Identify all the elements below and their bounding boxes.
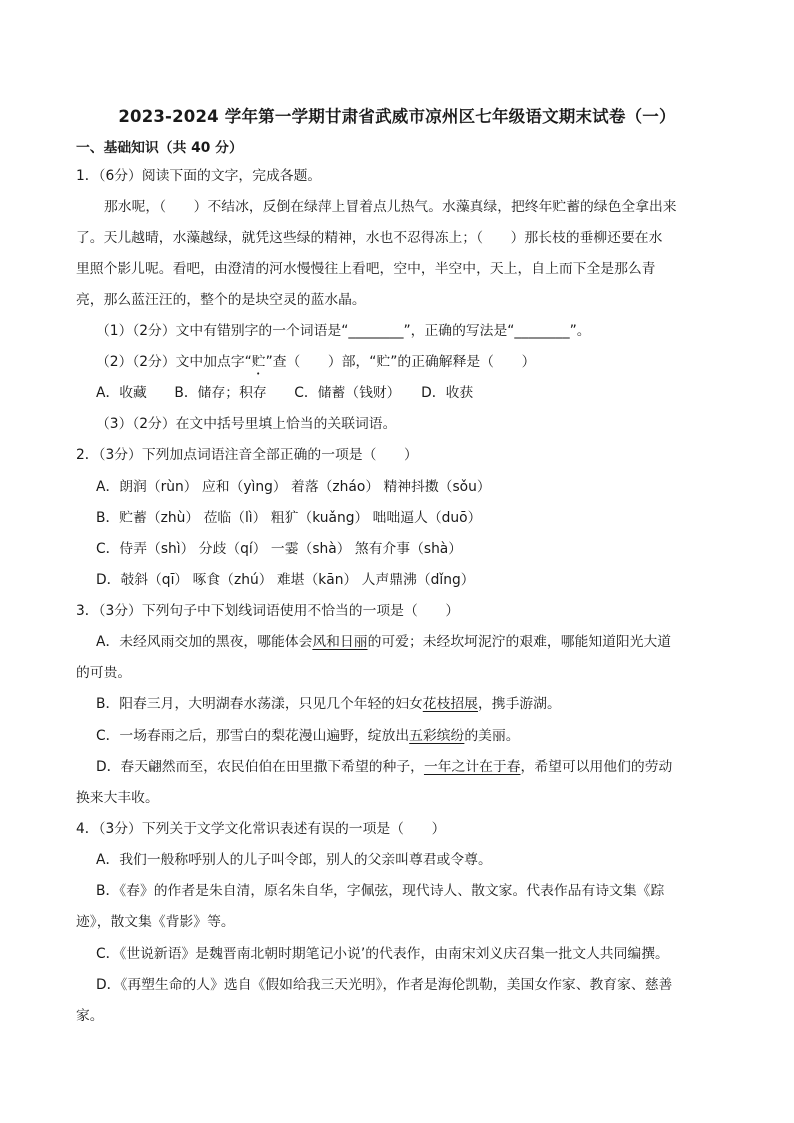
option-d: D．春天翩然而至，农民伯伯在田里撒下希望的种子，一年之计在于春，希望可以用他们的劳动: [96, 759, 673, 775]
passage-line-1: 那水呢，（ ）不结冰，反倒在绿萍上冒着点儿热气。水藻真绿，把终年贮蓄的绿色全拿出来: [104, 199, 677, 215]
sub-question-3: （3）（2分）在文中括号里填上恰当的关联词语。: [96, 416, 397, 432]
option-b-cont: 迹》，散文集《背影》等。: [76, 914, 235, 930]
underlined-phrase: 五彩缤纷: [409, 728, 465, 744]
sub-question-1: （1）（2分）文中有错别字的一个词语是“________”，正确的写法是“________”。: [96, 323, 591, 339]
underlined-phrase: 花枝招展: [422, 696, 478, 712]
passage-line-4: 亮，那么蓝汪汪的，整个的是块空灵的蓝水晶。: [76, 292, 366, 308]
option-d-cont: 家。: [76, 1008, 104, 1024]
option-d-cont: 换来大丰收。: [76, 790, 159, 806]
question-1-head: 1．（6分）阅读下面的文字，完成各题。: [76, 168, 322, 184]
question-3-head: 3．（3分）下列句子中下划线词语使用不恰当的一项是（ ）: [76, 603, 460, 619]
option-b: B．《春》的作者是朱自清，原名朱自华，字佩弦，现代诗人、散文家。代表作品有诗文集《踪: [96, 883, 665, 899]
exam-title: 2023-2024 学年第一学期甘肃省武威市凉州区七年级语文期末试卷（一）: [118, 107, 676, 126]
option-a-cont: 的可贵。: [76, 665, 132, 681]
option-c: C．侍弄（shì） 分歧（qí） 一霎（shà） 煞有介事（shà）: [96, 541, 463, 557]
passage-line-2: 了。天儿越晴，水藻越绿，就凭这些绿的精神，水也不忍得冻上；（ ）那长枝的垂柳还要在水: [76, 230, 663, 246]
passage-line-3: 里照个影儿呢。看吧，由澄清的河水慢慢往上看吧，空中，半空中，天上，自上而下全是那么青: [76, 261, 656, 277]
question-4-head: 4．（3分）下列关于文学文化常识表述有误的一项是（ ）: [76, 821, 446, 837]
underlined-phrase: 一年之计在于春: [423, 759, 521, 775]
option-d: D．《再塑生命的人》选自《假如给我三天光明》，作者是海伦凯勒，美国女作家、教育家、慈善: [96, 977, 673, 993]
option-a: A．朗润（rùn） 应和（yìng） 着落（zháo） 精神抖擞（sǒu）: [96, 479, 491, 495]
sub-question-2: （2）（2分）文中加点字“贮”查（ ）部，“贮”的正确解释是（ ）: [96, 354, 536, 370]
underlined-phrase: 风和日丽: [312, 634, 368, 650]
option-b: B．阳春三月，大明湖春水荡漾，只见几个年轻的妇女花枝招展，携手游湖。: [96, 696, 561, 712]
emphasized-char: 贮: [251, 354, 266, 370]
sub-question-2-options: A．收藏 B．储存；积存 C．储蓄（钱财） D．收获: [96, 385, 474, 401]
option-a: A．我们一般称呼别人的儿子叫令郎，别人的父亲叫尊君或令尊。: [96, 852, 492, 868]
option-a: A．未经风雨交加的黑夜，哪能体会风和日丽的可爱；未经坎坷泥泞的艰难，哪能知道阳光大道: [96, 634, 672, 650]
option-d: D．攲斜（qī） 啄食（zhú） 难堪（kān） 人声鼎沸（dǐng）: [96, 572, 475, 588]
option-b: B．贮蓄（zhù） 莅临（lì） 粗犷（kuǎng） 咄咄逼人（duō）: [96, 510, 482, 526]
option-c: C．《世说新语》是魏晋南北朝时期笔记小说’的代表作，由南宋刘义庆召集一批文人共同编撰。: [96, 946, 669, 962]
question-2-head: 2．（3分）下列加点词语注音全部正确的一项是（ ）: [76, 447, 418, 463]
section-heading: 一、基础知识（共 40 分）: [76, 140, 243, 156]
option-c: C．一场春雨之后，那雪白的梨花漫山遍野，绽放出五彩缤纷的美丽。: [96, 728, 520, 744]
